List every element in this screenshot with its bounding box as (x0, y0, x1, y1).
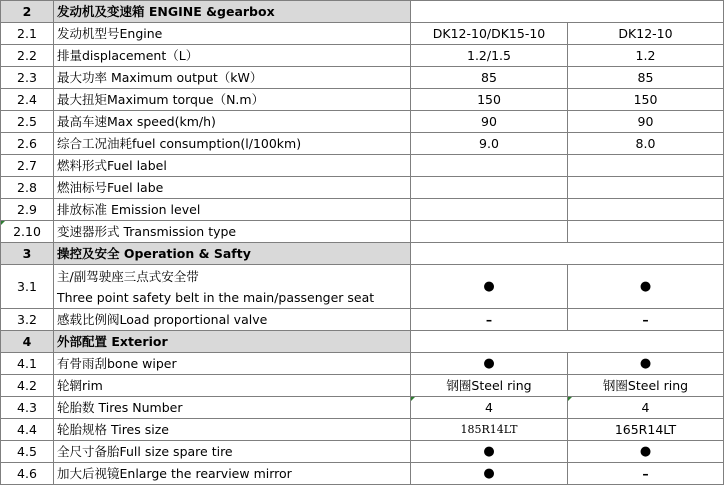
row-item: 最大功率 Maximum output（kW） (54, 67, 411, 89)
row-value-2 (568, 177, 724, 199)
row-item: 发动机型号Engine (54, 23, 411, 45)
row-item: 感载比例阀Load proportional valve (54, 309, 411, 331)
table-row (1, 419, 724, 441)
table-row (1, 375, 724, 397)
table-row (1, 199, 724, 221)
row-value-2: 8.0 (568, 133, 724, 155)
row-value-2 (568, 155, 724, 177)
row-number: 2.7 (1, 155, 54, 177)
table-row (1, 89, 724, 111)
section-number: 3 (1, 243, 54, 265)
row-number: 2.8 (1, 177, 54, 199)
row-item-cn: 主/副驾驶座三点式安全带 (57, 268, 199, 284)
row-value-1 (411, 155, 568, 177)
row-value-2 (568, 199, 724, 221)
row-value-2: 150 (568, 89, 724, 111)
row-number: 3.1 (1, 265, 54, 309)
row-value-1 (411, 221, 568, 243)
row-item-en: Three point safety belt in the main/passenger seat (57, 289, 375, 305)
row-item: 最大扭矩Maximum torque（N.m） (54, 89, 411, 111)
row-value-1: ● (411, 463, 568, 485)
row-item: 轮胎规格 Tires size (54, 419, 411, 441)
table-row (1, 221, 724, 243)
row-value-1: 185R14LT (411, 419, 568, 441)
row-value-2: ● (568, 265, 724, 309)
row-value-1: ● (411, 265, 568, 309)
row-value-1: ● (411, 353, 568, 375)
row-value-2: – (568, 309, 724, 331)
row-value-2: 90 (568, 111, 724, 133)
table-row (1, 133, 724, 155)
section-header-operation (1, 243, 724, 265)
row-value-1: 90 (411, 111, 568, 133)
row-value-2: ● (568, 353, 724, 375)
row-item: 最高车速Max speed(km/h) (54, 111, 411, 133)
row-number: 4.4 (1, 419, 54, 441)
row-value-2: 4 (568, 397, 724, 419)
row-value-1: 钢圈Steel ring (411, 375, 568, 397)
section-header-exterior (1, 331, 724, 353)
row-value-2: – (568, 463, 724, 485)
section-blank (411, 243, 724, 265)
row-number: 2.6 (1, 133, 54, 155)
row-value-1 (411, 199, 568, 221)
row-number: 2.9 (1, 199, 54, 221)
row-number: 4.1 (1, 353, 54, 375)
row-value-1 (411, 177, 568, 199)
table-row (1, 45, 724, 67)
row-value-1: ● (411, 441, 568, 463)
section-header-engine (1, 1, 724, 23)
section-number: 4 (1, 331, 54, 353)
row-value-1: – (411, 309, 568, 331)
row-value-2 (568, 221, 724, 243)
row-number: 2.1 (1, 23, 54, 45)
section-title: 发动机及变速箱 ENGINE &gearbox (54, 1, 411, 23)
row-number: 2.4 (1, 89, 54, 111)
section-blank (411, 331, 724, 353)
row-number: 4.6 (1, 463, 54, 485)
row-value-2: 钢圈Steel ring (568, 375, 724, 397)
row-item (54, 265, 411, 309)
row-item: 全尺寸备胎Full size spare tire (54, 441, 411, 463)
section-title: 外部配置 Exterior (54, 331, 411, 353)
row-item: 综合工况油耗fuel consumption(l/100km) (54, 133, 411, 155)
row-item: 有骨雨刮bone wiper (54, 353, 411, 375)
section-blank (411, 1, 724, 23)
table-row (1, 309, 724, 331)
table-row (1, 353, 724, 375)
table-row (1, 67, 724, 89)
section-title: 操控及安全 Operation & Safty (54, 243, 411, 265)
row-item: 燃料形式Fuel label (54, 155, 411, 177)
table-row (1, 155, 724, 177)
row-item: 轮胎数 Tires Number (54, 397, 411, 419)
table-row (1, 111, 724, 133)
row-number: 3.2 (1, 309, 54, 331)
row-number: 4.3 (1, 397, 54, 419)
section-number: 2 (1, 1, 54, 23)
row-item: 变速器形式 Transmission type (54, 221, 411, 243)
row-value-1: 1.2/1.5 (411, 45, 568, 67)
row-value-2: DK12-10 (568, 23, 724, 45)
row-item: 轮辋rim (54, 375, 411, 397)
row-value-1: 85 (411, 67, 568, 89)
row-value-2: ● (568, 441, 724, 463)
row-value-1: 4 (411, 397, 568, 419)
row-number: 2.5 (1, 111, 54, 133)
row-number: 2.3 (1, 67, 54, 89)
row-number: 2.10 (1, 221, 54, 243)
row-item: 燃油标号Fuel labe (54, 177, 411, 199)
row-value-1: 9.0 (411, 133, 568, 155)
row-value-2: 1.2 (568, 45, 724, 67)
row-item: 排量displacement（L） (54, 45, 411, 67)
table-row (1, 463, 724, 485)
table-row (1, 397, 724, 419)
table-row (1, 441, 724, 463)
row-value-2: 85 (568, 67, 724, 89)
row-value-1: 150 (411, 89, 568, 111)
row-number: 2.2 (1, 45, 54, 67)
table-row (1, 265, 724, 309)
table-row (1, 177, 724, 199)
row-item: 排放标准 Emission level (54, 199, 411, 221)
row-value-2: 165R14LT (568, 419, 724, 441)
row-value-1: DK12-10/DK15-10 (411, 23, 568, 45)
row-number: 4.5 (1, 441, 54, 463)
row-number: 4.2 (1, 375, 54, 397)
table-row (1, 23, 724, 45)
row-item: 加大后视镜Enlarge the rearview mirror (54, 463, 411, 485)
